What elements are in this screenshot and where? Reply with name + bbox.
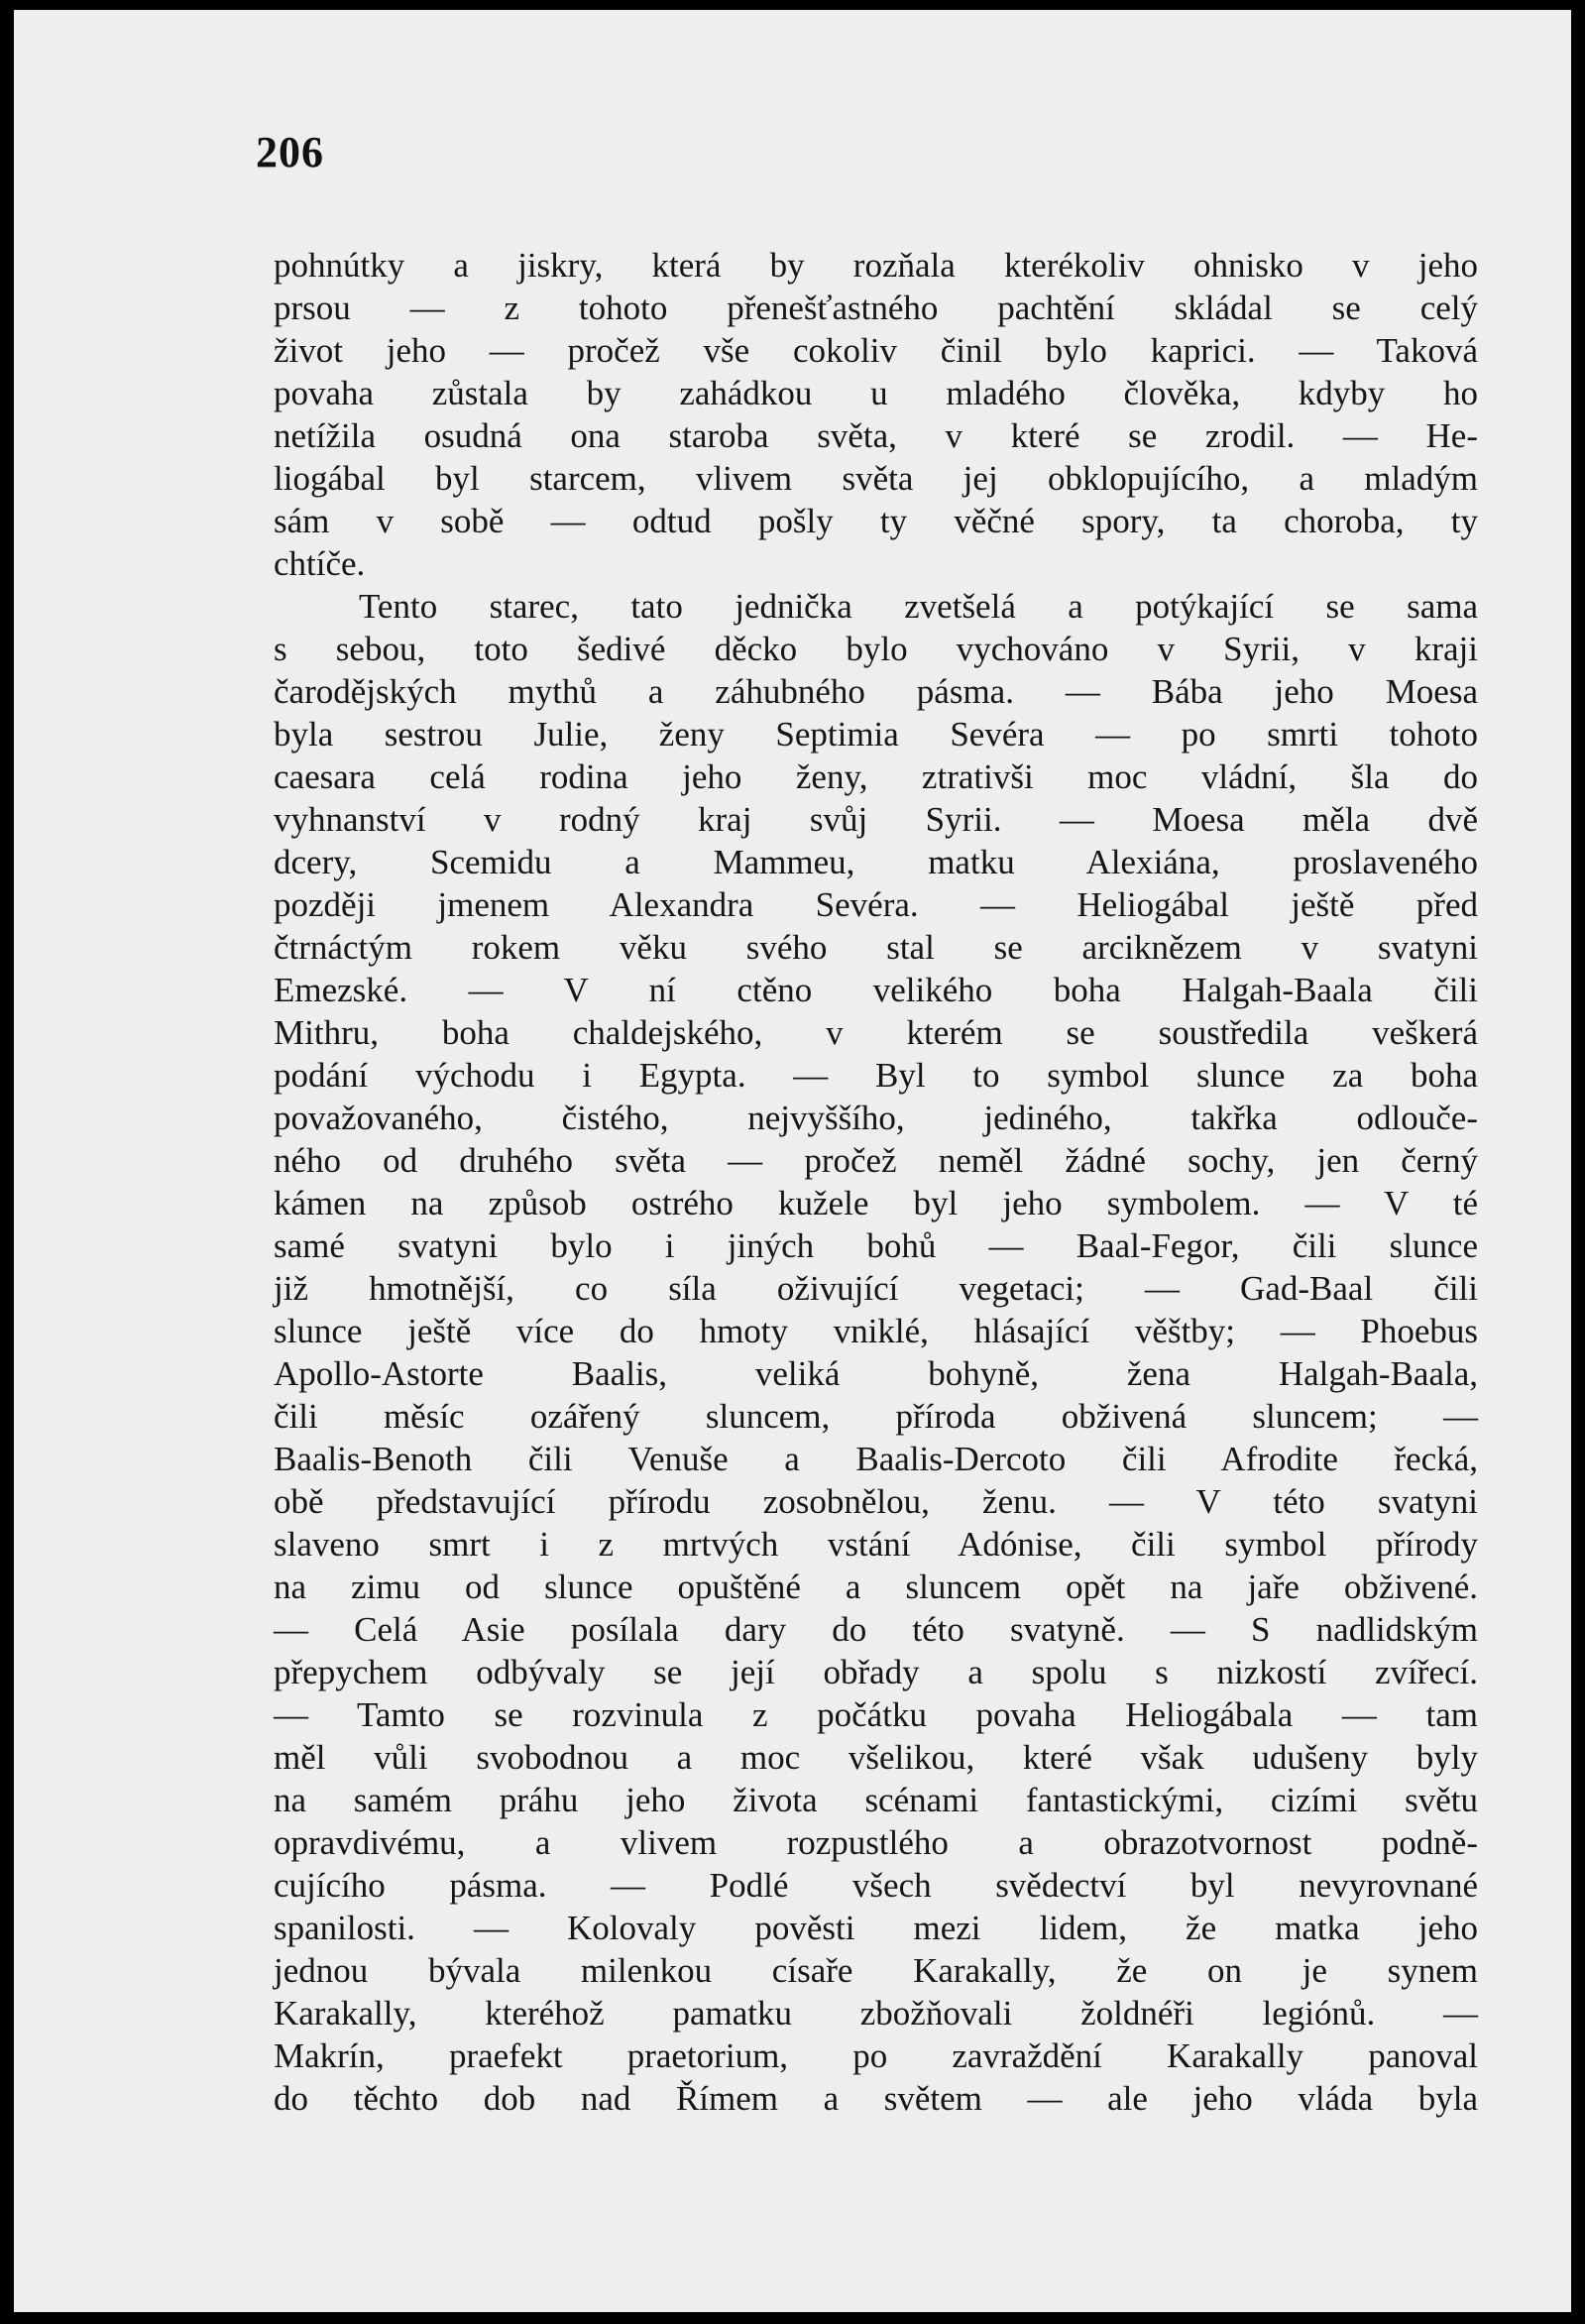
text-line: čtrnáctým rokem věku svého stal se arciknězem v svatyni (274, 928, 1478, 967)
text-line: — Celá Asie posílala dary do této svatyně. — S nadlidským (274, 1610, 1478, 1649)
text-line: chtíče. (274, 544, 366, 583)
text-line: čili měsíc ozářený sluncem, příroda obživená sluncem; — (274, 1397, 1478, 1436)
text-line: později jmenem Alexandra Sevéra. — Heliogábal ještě před (274, 885, 1478, 924)
text-line: caesara celá rodina jeho ženy, ztrativši moc vládní, šla do (274, 757, 1478, 796)
text-line: považovaného, čistého, nejvyššího, jediného, takřka odlouče- (274, 1099, 1478, 1137)
text-line: kámen na způsob ostrého kužele byl jeho symbolem. — V té (274, 1184, 1478, 1222)
text-line: ného od druhého světa — pročež neměl žádné sochy, jen černý (274, 1141, 1478, 1180)
text-line: opravdivému, a vlivem rozpustlého a obrazotvornost podně- (274, 1823, 1478, 1862)
text-line: čarodějských mythů a záhubného pásma. — Bába jeho Moesa (274, 672, 1478, 711)
text-line: na samém práhu jeho života scénami fantastickými, cizími světu (274, 1781, 1478, 1819)
text-line: do těchto dob nad Římem a světem — ale jeho vláda byla (274, 2079, 1478, 2118)
text-line: slunce ještě více do hmoty vniklé, hlásající věštby; — Phoebus (274, 1312, 1478, 1350)
text-line: obě představující přírodu zosobnělou, ženu. — V této svatyni (274, 1482, 1478, 1521)
text-line: již hmotnější, co síla oživující vegetaci; — Gad-Baal čili (274, 1269, 1478, 1308)
text-line: sám v sobě — odtud pošly ty věčné spory, ta choroba, ty (274, 502, 1478, 540)
text-line: Baalis-Benoth čili Venuše a Baalis-Dercoto čili Afrodite řecká, (274, 1440, 1478, 1478)
text-line: pohnútky a jiskry, která by rozňala kterékoliv ohnisko v jeho (274, 246, 1478, 285)
text-line: přepychem odbývaly se její obřady a spolu s nizkostí zvířecí. (274, 1653, 1478, 1691)
text-line: Emezské. — V ní ctěno velikého boha Halgah-Baala čili (274, 971, 1478, 1009)
text-line: liogábal byl starcem, vlivem světa jej obklopujícího, a mladým (274, 459, 1478, 498)
text-line: samé svatyni bylo i jiných bohů — Baal-Fegor, čili slunce (274, 1226, 1478, 1265)
text-line: podání východu i Egypta. — Byl to symbol slunce za boha (274, 1056, 1478, 1095)
text-line: Tento starec, tato jednička zvetšelá a potýkající se sama (359, 587, 1478, 626)
text-line: dcery, Scemidu a Mammeu, matku Alexiána, proslaveného (274, 843, 1478, 881)
text-line: Apollo-Astorte Baalis, veliká bohyně, žena Halgah-Baala, (274, 1354, 1478, 1393)
text-line: slaveno smrt i z mrtvých vstání Adónise, čili symbol přírody (274, 1525, 1478, 1564)
text-line: — Tamto se rozvinula z počátku povaha Heliogábala — tam (274, 1695, 1478, 1734)
text-line: měl vůli svobodnou a moc všelikou, které však udušeny byly (274, 1738, 1478, 1777)
book-page (14, 10, 1571, 2312)
text-line: byla sestrou Julie, ženy Septimia Sevéra — po smrti tohoto (274, 715, 1478, 754)
text-line: prsou — z tohoto přenešťastného pachtění skládal se celý (274, 289, 1478, 327)
text-line: netížila osudná ona staroba světa, v které se zrodil. — He- (274, 416, 1478, 455)
text-line: cujícího pásma. — Podlé všech svědectví byl nevyrovnané (274, 1866, 1478, 1905)
text-line: Karakally, kteréhož pamatku zbožňovali žoldnéři legiónů. — (274, 1994, 1478, 2033)
page-number: 206 (256, 128, 324, 176)
body-text (274, 244, 1478, 2120)
text-line: povaha zůstala by zahádkou u mladého člověka, kdyby ho (274, 374, 1478, 412)
text-line: vyhnanství v rodný kraj svůj Syrii. — Moesa měla dvě (274, 800, 1478, 839)
text-line: Mithru, boha chaldejského, v kterém se soustředila veškerá (274, 1013, 1478, 1052)
text-line: spanilosti. — Kolovaly pověsti mezi lidem, že matka jeho (274, 1909, 1478, 1947)
text-line: život jeho — pročež vše cokoliv činil bylo kaprici. — Taková (274, 331, 1478, 370)
text-line: Makrín, praefekt praetorium, po zavraždění Karakally panoval (274, 2036, 1478, 2075)
text-line: jednou bývala milenkou císaře Karakally, že on je synem (274, 1951, 1478, 1990)
text-line: na zimu od slunce opuštěné a sluncem opět na jaře obživené. (274, 1568, 1478, 1606)
text-line: s sebou, toto šedivé děcko bylo vychováno v Syrii, v kraji (274, 630, 1478, 668)
